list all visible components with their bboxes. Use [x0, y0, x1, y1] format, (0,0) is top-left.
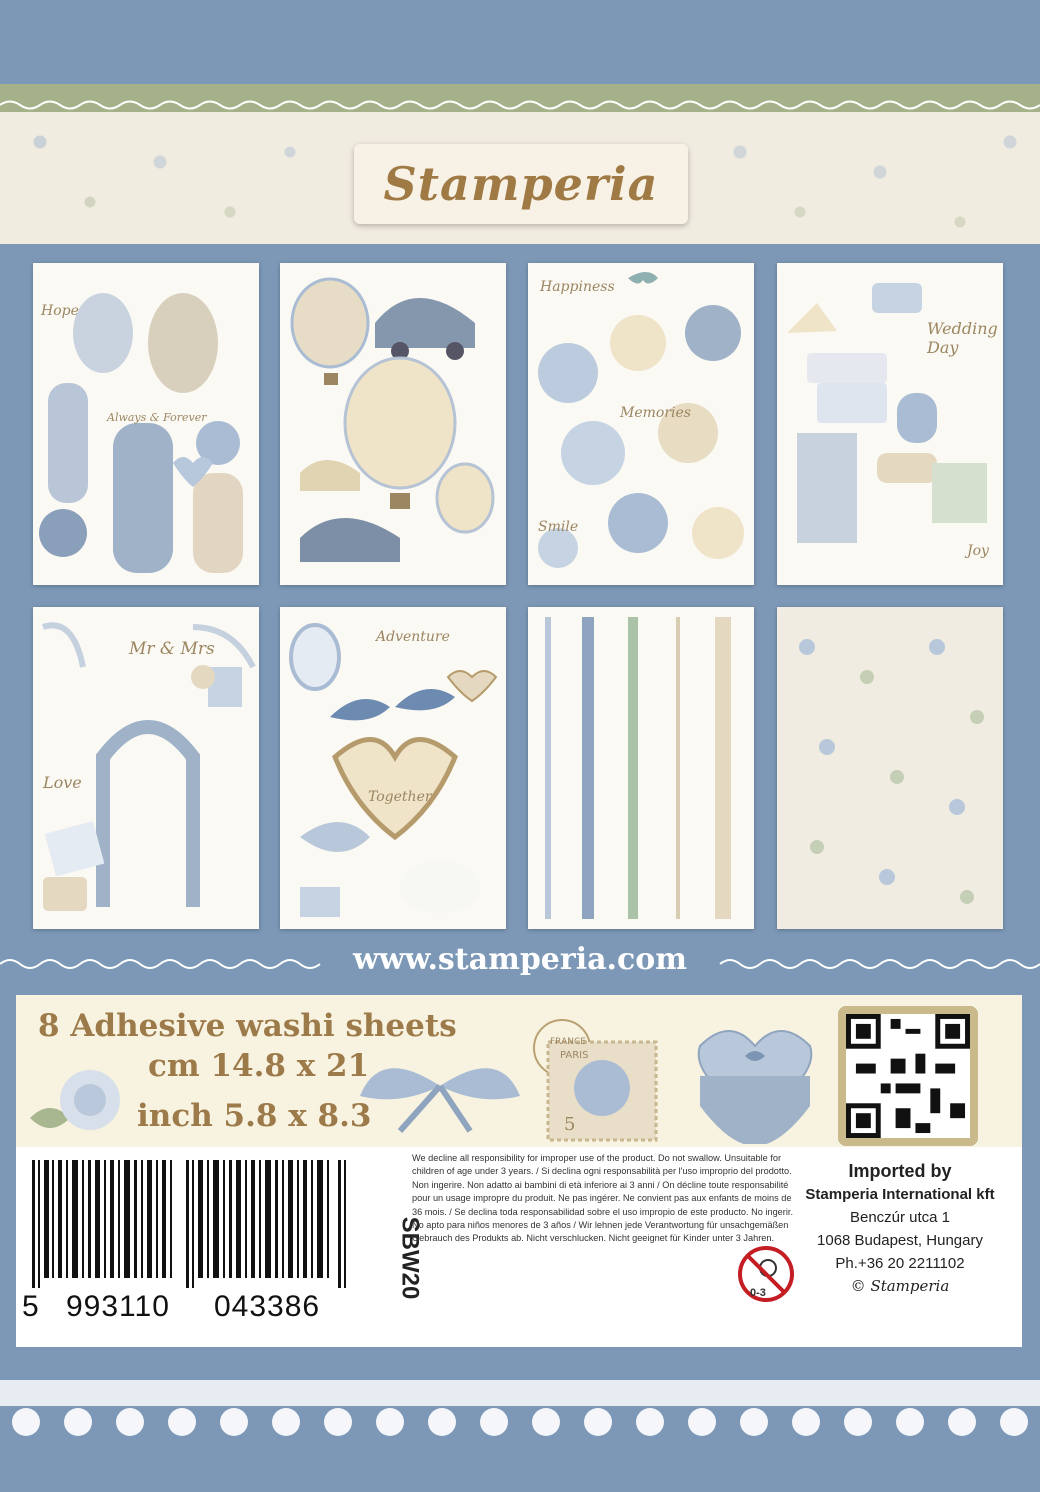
sheet-tag: Joy — [967, 543, 989, 559]
sheet-tag: Smile — [538, 519, 579, 535]
top-blue-band — [0, 0, 1040, 84]
logo-plate — [354, 144, 688, 224]
importer-phone: Ph.+36 20 2211102 — [835, 1255, 965, 1272]
qr-code-frame — [838, 1006, 978, 1146]
balloons-cars-illustration — [280, 263, 506, 585]
importer-block — [800, 1160, 1000, 1298]
importer-heading: Imported by — [848, 1161, 952, 1181]
sheet-title: Wedding Day — [927, 319, 998, 357]
florals-illustration — [528, 263, 754, 585]
heart-box-icon — [690, 1016, 820, 1144]
floral-pattern-illustration — [777, 607, 1003, 929]
scallop-border-top — [0, 98, 1040, 112]
sheet-borders — [528, 607, 754, 929]
stamp-text-top: FRANCE — [550, 1037, 586, 1047]
sheet-title: Mr & Mrs — [129, 639, 215, 659]
safety-warning-text: We decline all responsibility for improper use of the product. Do not swallow. Unsuitable for children of age under 3 years. / Si declina ogni responsabilità per l'uso improprio del prodotto. Non ingerire. Non adatto ai bambini di età inferiore ai 3 anni / On décline toute responsabilité pour un usage impropre du produit. Ne pas ingérer. Ne convient pas aux enfants de moins de 36 mois. / Se declina toda responsabilidad sobre el uso impropio de este producto. No ingerir. No apto para niños menores de 3 años / Wir lehnen jede Verantwortung für unsachgemäßen Gebrauch des Produkts ab. Nicht verschlucken. Nicht geeignet für Kinder unter 3 Jahren. — [412, 1153, 793, 1244]
sheet-title: Adventure — [376, 629, 450, 645]
birds-heart-illustration — [280, 607, 506, 929]
sheet-mr-mrs — [33, 607, 259, 929]
lace-trim — [0, 1380, 1040, 1460]
stamp-value: 5 — [564, 1114, 576, 1135]
importer-company: Stamperia International kft — [805, 1186, 995, 1203]
barcode-first-digit: 5 — [22, 1290, 40, 1323]
brand-logo: Stamperia — [383, 157, 659, 211]
sheet-romance-couples — [33, 263, 259, 585]
sheet-florals — [528, 263, 754, 585]
sheet-tag: Always & Forever — [107, 411, 207, 424]
sheet-tag: Memories — [620, 405, 691, 421]
sheet-balloons-cars — [280, 263, 506, 585]
website-url: www.stamperia.com — [353, 942, 687, 977]
sheet-floral-pattern — [777, 607, 1003, 929]
wedding-day-illustration — [777, 263, 1003, 585]
sheet-adventure — [280, 607, 506, 929]
size-cm-text: cm 14.8 x 21 — [148, 1048, 370, 1084]
rose-decoration — [20, 1058, 130, 1148]
sheet-title: Happiness — [540, 279, 615, 295]
age-restriction-icon — [736, 1244, 796, 1304]
copyright-text: © Stamperia — [850, 1277, 950, 1295]
barcode-group-1: 993110 — [66, 1290, 170, 1323]
product-code: SBW20 — [396, 1216, 424, 1300]
age-badge-label: 0-3 — [750, 1287, 766, 1299]
border-strips-illustration — [528, 607, 754, 929]
sheet-title: Hope — [41, 303, 79, 319]
postage-stamp-icon — [520, 1014, 690, 1144]
barcode — [22, 1160, 360, 1288]
ribbon-bow-icon — [350, 1046, 530, 1136]
barcode-group-2: 043386 — [214, 1290, 321, 1323]
qr-code — [846, 1014, 970, 1138]
sheet-wedding-day — [777, 263, 1003, 585]
sheet-tag: Love — [43, 773, 82, 792]
stamp-text-mid: PARIS — [560, 1050, 589, 1061]
importer-city: 1068 Budapest, Hungary — [817, 1232, 983, 1249]
bottom-blue-band — [0, 1464, 1040, 1492]
sheet-count-text: 8 Adhesive washi sheets — [38, 1008, 457, 1044]
importer-street: Benczúr utca 1 — [849, 1209, 951, 1226]
sheet-tag: Together — [368, 789, 432, 805]
size-inch-text: inch 5.8 x 8.3 — [137, 1098, 372, 1134]
